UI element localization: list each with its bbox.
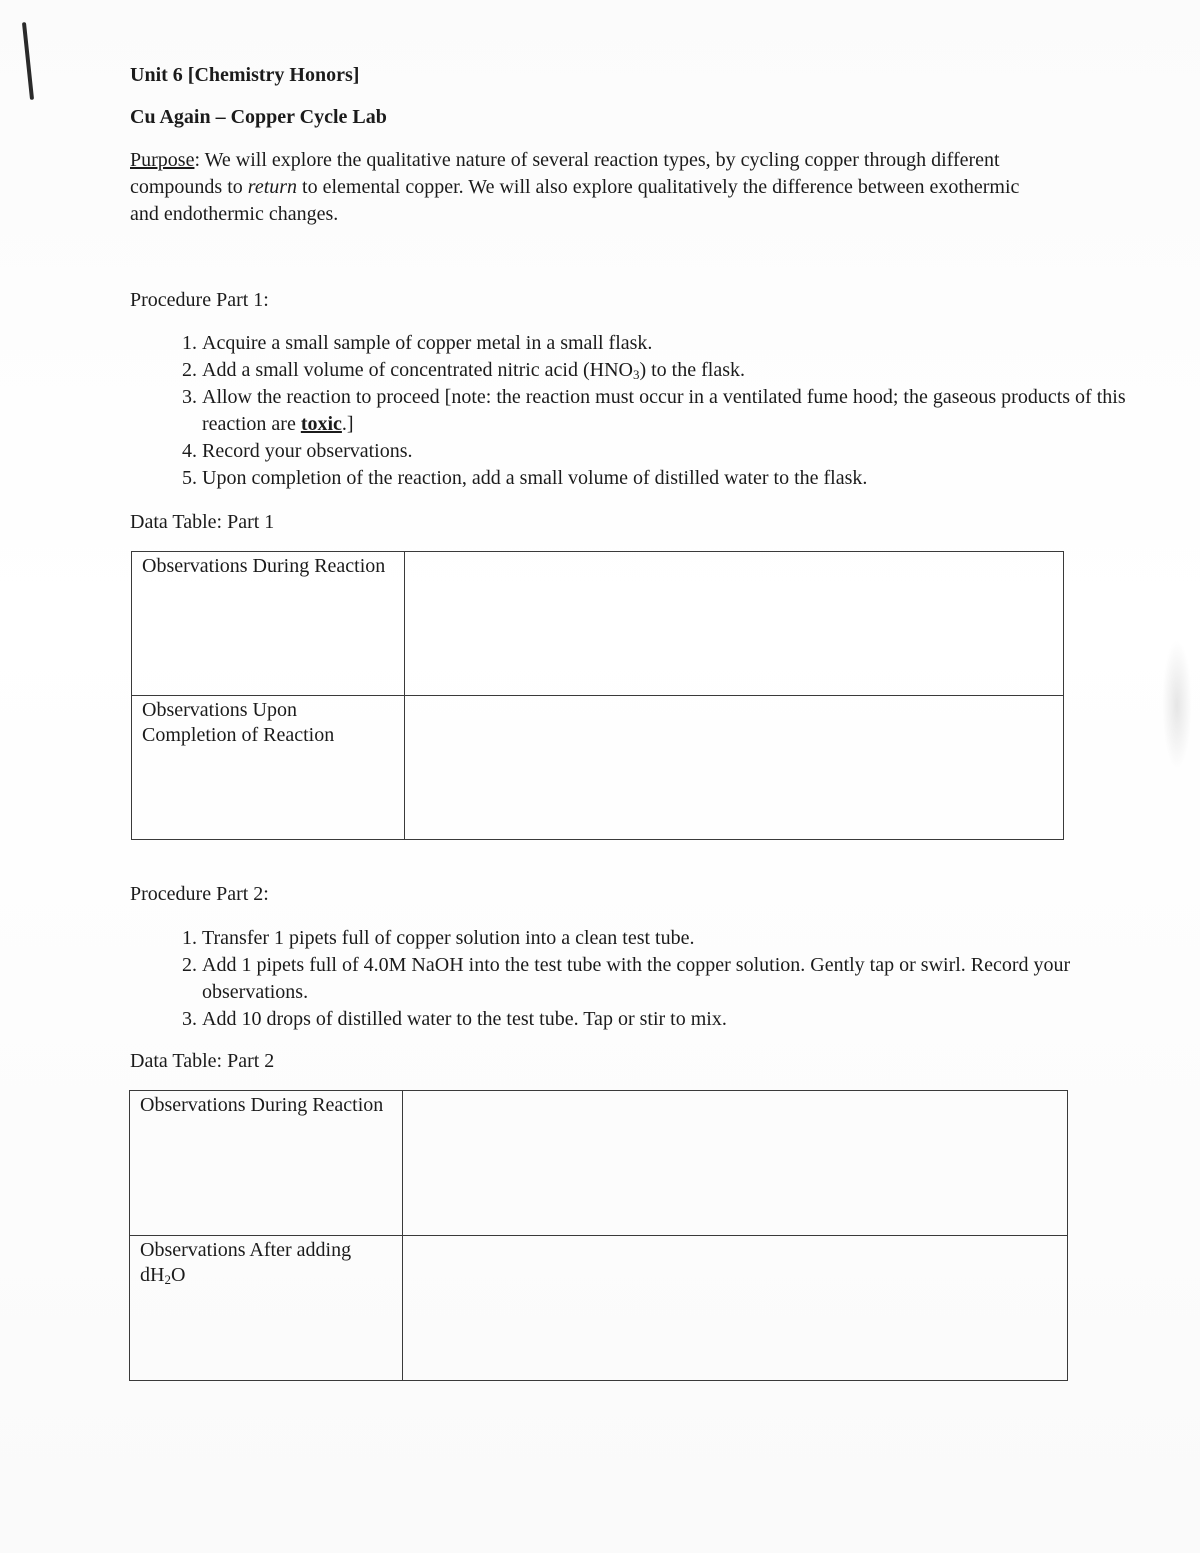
part1-step-5-text: Upon completion of the reaction, add a small volume of distilled water to the flask. bbox=[202, 467, 868, 489]
data-table-part2-caption: Data Table: Part 2 bbox=[130, 1050, 275, 1072]
row-label-during-reaction: Observations During Reaction bbox=[130, 1091, 403, 1236]
purpose-label: Purpose bbox=[130, 149, 195, 171]
part1-step-2-text: Add a small volume of concentrated nitric acid (HNO bbox=[202, 359, 633, 381]
row-label-tail: O bbox=[170, 1264, 186, 1286]
part2-step-3 bbox=[202, 1006, 1132, 1033]
part1-step-4 bbox=[202, 438, 1132, 465]
procedure-part1-heading: Procedure Part 1: bbox=[130, 289, 269, 311]
purpose-text-1: : We will explore the qualitative nature of several reaction types, by cycling copper through different compounds to bbox=[130, 149, 1000, 198]
purpose-italic-word: return bbox=[247, 176, 298, 198]
part1-step-3-tail: .] bbox=[341, 413, 354, 435]
row-label-after-adding-water bbox=[130, 1236, 403, 1381]
row-label-subscript: 2 bbox=[164, 1272, 171, 1287]
part1-step-2 bbox=[202, 357, 1132, 384]
table-row bbox=[132, 696, 1064, 840]
procedure-part2-list bbox=[130, 925, 1132, 1033]
row-label-during-reaction: Observations During Reaction bbox=[132, 552, 405, 696]
observation-entry-cell[interactable] bbox=[403, 1236, 1068, 1381]
observation-entry-cell[interactable] bbox=[405, 696, 1064, 840]
part1-step-3 bbox=[202, 384, 1132, 438]
table-row bbox=[130, 1236, 1068, 1381]
margin-pen-mark bbox=[22, 22, 34, 100]
part1-step-3-toxic: toxic bbox=[300, 413, 342, 435]
part2-step-2-text: Add 1 pipets full of 4.0M NaOH into the test tube with the copper solution. Gently tap or swirl. Record your observations. bbox=[202, 954, 1071, 1003]
data-table-part1 bbox=[131, 551, 1064, 840]
part1-step-5 bbox=[202, 465, 1132, 492]
part2-step-2 bbox=[202, 952, 1132, 1006]
lab-title: Cu Again – Copper Cycle Lab bbox=[130, 106, 387, 128]
procedure-part2-heading: Procedure Part 2: bbox=[130, 883, 269, 905]
part1-step-4-text: Record your observations. bbox=[202, 440, 413, 462]
part1-step-2-subscript: 3 bbox=[632, 367, 640, 382]
purpose-paragraph bbox=[130, 147, 1030, 228]
data-table-part1-caption: Data Table: Part 1 bbox=[130, 511, 275, 533]
data-table-part2 bbox=[129, 1090, 1068, 1381]
part1-step-2-tail: ) to the flask. bbox=[639, 359, 745, 381]
table-row bbox=[132, 552, 1064, 696]
unit-title: Unit 6 [Chemistry Honors] bbox=[130, 64, 360, 86]
table-row bbox=[130, 1091, 1068, 1236]
part2-step-1-text: Transfer 1 pipets full of copper solution into a clean test tube. bbox=[202, 927, 695, 949]
part2-step-1 bbox=[202, 925, 1132, 952]
part2-step-3-text: Add 10 drops of distilled water to the test tube. Tap or stir to mix. bbox=[202, 1008, 727, 1030]
page-edge-smudge bbox=[1162, 640, 1192, 770]
part1-step-1 bbox=[202, 330, 1132, 357]
row-label-upon-completion: Observations Upon Completion of Reaction bbox=[132, 696, 405, 840]
observation-entry-cell[interactable] bbox=[405, 552, 1064, 696]
purpose-text-2: to elemental copper. We will also explore qualitatively the difference between exothermic and endothermic changes. bbox=[130, 176, 1020, 225]
observation-entry-cell[interactable] bbox=[403, 1091, 1068, 1236]
part1-step-1-text: Acquire a small sample of copper metal in a small flask. bbox=[202, 332, 653, 354]
part1-step-3-text: Allow the reaction to proceed [note: the reaction must occur in a ventilated fume hood; the gaseous products of this reaction are bbox=[202, 386, 1126, 435]
procedure-part1-list bbox=[130, 330, 1132, 492]
row-label-after-adding-text: Observations After adding dH bbox=[140, 1239, 352, 1286]
